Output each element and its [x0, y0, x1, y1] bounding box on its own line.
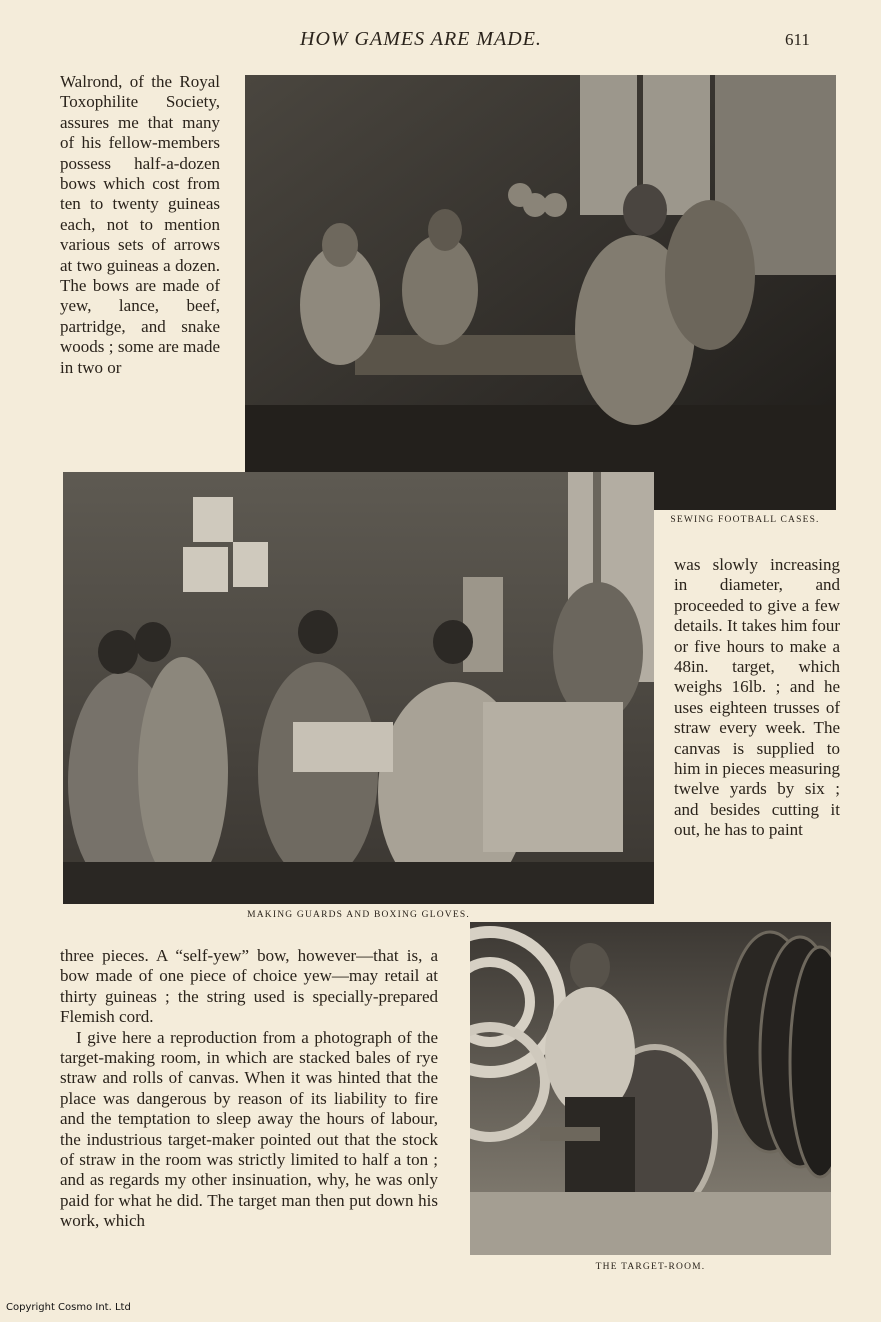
- paragraph: Walrond, of the Royal Toxophilite Society, assures me that many of his fellow-members possess half-a-dozen bows which cost from ten to twenty guineas each, not to mention various sets of arrows at two guineas a dozen. The bows are made of yew, lance, beef, partridge, and snake woods ; some are made in two or: [60, 72, 220, 377]
- text-column-bottom-left: [60, 946, 438, 1232]
- paragraph: three pieces. A “self-yew” bow, however—that is, a bow made of one piece of choice yew—may retail at thirty guineas ; the string used is specially-prepared Flemish cord.: [60, 946, 438, 1027]
- photo-target-room: [470, 922, 831, 1255]
- copyright-notice: Copyright Cosmo Int. Ltd: [6, 1302, 131, 1313]
- caption-making-guards-and-boxing-gloves: MAKING GUARDS AND BOXING GLOVES.: [247, 910, 470, 920]
- caption-sewing-football-cases: SEWING FOOTBALL CASES.: [670, 515, 820, 525]
- running-header-title: HOW GAMES ARE MADE.: [300, 28, 542, 50]
- caption-target-room: THE TARGET-ROOM.: [595, 1262, 706, 1272]
- page-number: 611: [785, 30, 810, 49]
- photo-sewing-football-cases: [245, 75, 836, 510]
- photo-making-guards-and-boxing-gloves: [63, 472, 654, 904]
- text-column-top-left: [60, 72, 220, 378]
- text-column-right: [674, 555, 840, 841]
- paragraph: was slowly increasing in diameter, and proceeded to give a few details. It takes him four or five hours to make a 48in. target, which weighs 16lb. ; and he uses eighteen trusses of straw every week. The canvas is supplied to him in pieces measuring twelve yards by six ; and besides cutting it out, he has to paint: [674, 555, 840, 840]
- paragraph: I give here a reproduction from a photograph of the target-making room, in which are stacked bales of rye straw and rolls of canvas. When it was hinted that the place was dangerous by reason of its liability to fire and the temptation to sleep away the hours of labour, the industrious target-maker pointed out that the stock of straw in the room was strictly limited to half a ton ; and as regards my other insinuation, why, he was only paid for what he did. The target man then put down his work, which: [60, 1027, 438, 1231]
